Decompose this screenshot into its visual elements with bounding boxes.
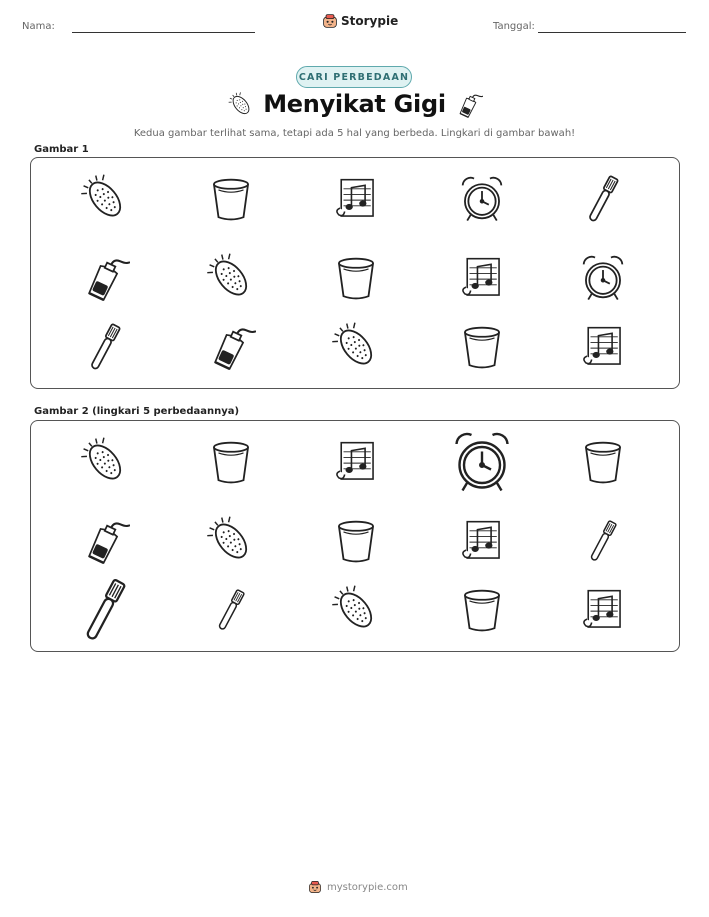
mascot-icon: [308, 880, 322, 894]
brush-icon: [228, 92, 254, 118]
music-icon[interactable]: [457, 516, 507, 566]
toothbrush-icon[interactable]: [72, 577, 138, 643]
brush-icon: [331, 322, 381, 372]
picture-1-panel: [30, 157, 680, 389]
cup-icon[interactable]: [331, 516, 381, 566]
brand-logo: [322, 13, 398, 29]
alarm-clock-icon: [578, 253, 628, 303]
toothbrush-icon: [578, 174, 628, 224]
cup-icon[interactable]: [457, 585, 507, 635]
toothpaste-icon: [455, 90, 483, 120]
music-icon: [457, 253, 507, 303]
toothpaste-icon: [206, 322, 256, 372]
date-field[interactable]: [538, 32, 686, 33]
alarm-clock-icon: [457, 174, 507, 224]
music-icon: [331, 174, 381, 224]
section-1-label: Gambar 1: [34, 144, 89, 155]
alarm-clock-icon[interactable]: [449, 429, 515, 495]
date-label: Tanggal:: [493, 21, 535, 32]
toothbrush-icon: [80, 322, 130, 372]
toothpaste-icon[interactable]: [80, 516, 130, 566]
brand-name: Storypie: [341, 14, 399, 28]
cup-icon[interactable]: [578, 437, 628, 487]
footer-url: mystorypie.com: [327, 881, 408, 893]
activity-badge: CARI PERBEDAAN: [296, 66, 412, 88]
music-icon: [578, 322, 628, 372]
brush-icon: [206, 253, 256, 303]
mascot-icon: [322, 13, 338, 29]
brush-icon: [80, 174, 130, 224]
toothbrush-icon[interactable]: [209, 588, 253, 632]
page-title: Menyikat Gigi: [263, 90, 446, 118]
section-2-label: Gambar 2 (lingkari 5 perbedaannya): [34, 406, 240, 417]
brush-icon[interactable]: [80, 437, 130, 487]
name-label: Nama:: [22, 21, 55, 32]
instructions: Kedua gambar terlihat sama, tetapi ada 5 hal yang berbeda. Lingkari di gambar bawah!: [133, 128, 576, 139]
toothbrush-icon[interactable]: [581, 519, 625, 563]
toothpaste-icon: [80, 253, 130, 303]
cup-icon: [457, 322, 507, 372]
cup-icon: [331, 253, 381, 303]
cup-icon: [206, 174, 256, 224]
name-field[interactable]: [72, 32, 255, 33]
brush-icon[interactable]: [331, 585, 381, 635]
cup-icon[interactable]: [206, 437, 256, 487]
brush-icon[interactable]: [206, 516, 256, 566]
picture-2-panel[interactable]: [30, 420, 680, 652]
footer: [308, 880, 408, 894]
music-icon[interactable]: [331, 437, 381, 487]
music-icon[interactable]: [578, 585, 628, 635]
